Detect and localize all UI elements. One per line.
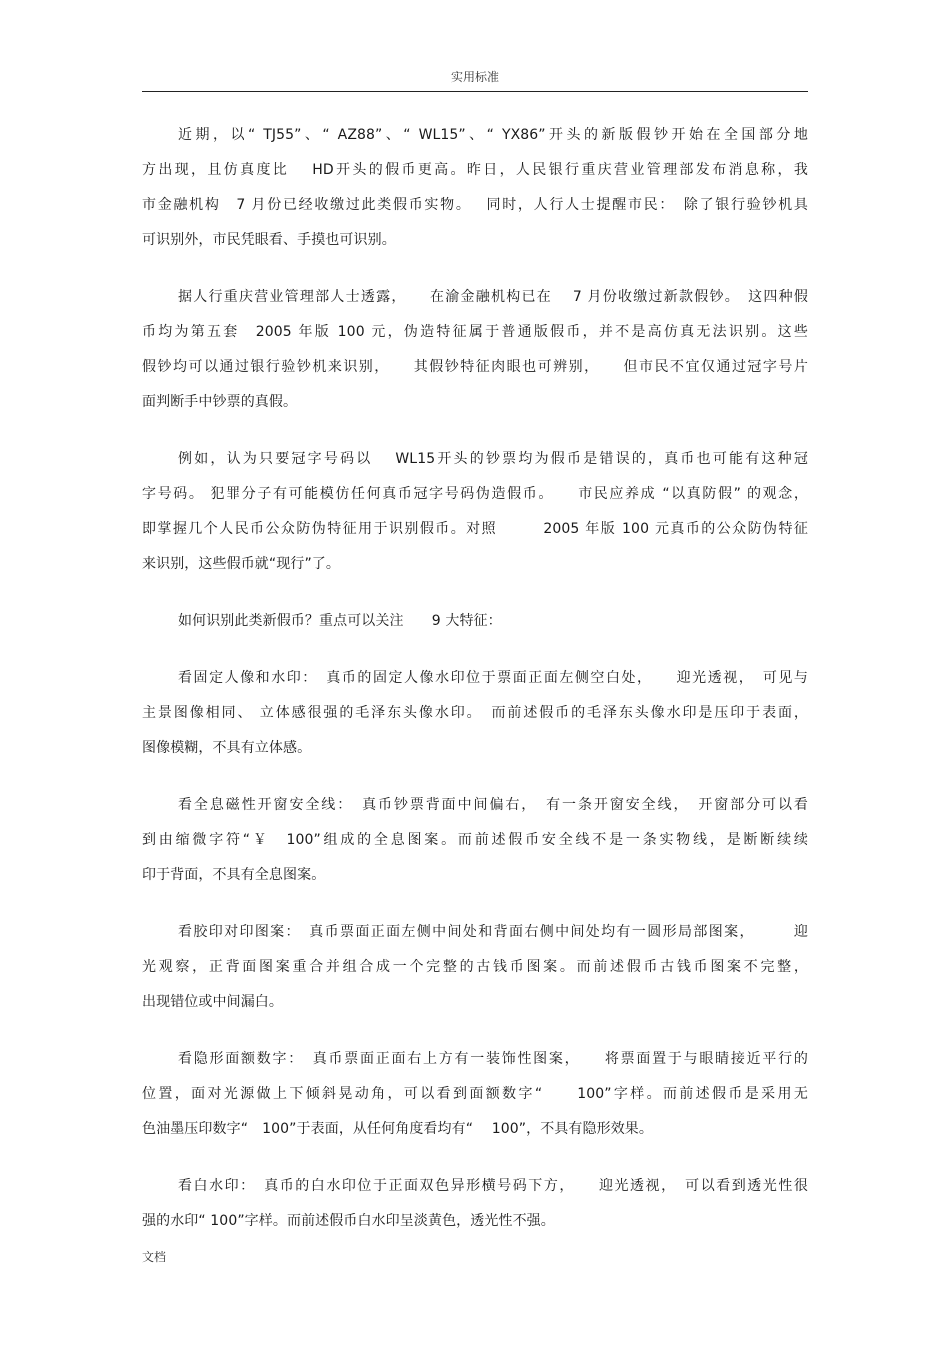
text-line: 光观察，正背面图案重合并组合成一个完整的古钱币图案。而前述假币古钱币图案不完整，	[142, 959, 808, 975]
text-line: 出现错位或中间漏白。	[142, 994, 283, 1010]
text-line: 到由缩微字符“￥ 100”组成的全息图案。而前述假币安全线不是一条实物线，是断断续续	[142, 832, 808, 848]
text-line: 印于背面，不具有全息图案。	[142, 867, 326, 883]
paragraph	[142, 1169, 808, 1239]
document-body	[142, 118, 808, 1261]
text-line: 强的水印“ 100”字样。而前述假币白水印呈淡黄色，透光性不强。	[142, 1213, 555, 1229]
paragraph	[142, 442, 808, 582]
paragraph	[142, 1042, 808, 1147]
text-line: 主景图像相同、 立体感很强的毛泽东头像水印。 而前述假币的毛泽东头像水印是压印于表面，	[142, 705, 808, 721]
text-line: 市金融机构 7 月份已经收缴过此类假币实物。 同时，人行人士提醒市民： 除了银行验钞机具	[142, 197, 808, 213]
text-line: 例如，认为只要冠字号码以 WL15开头的钞票均为假币是错误的，真币也可能有这种冠	[178, 451, 808, 467]
text-line: 看全息磁性开窗安全线： 真币钞票背面中间偏右， 有一条开窗安全线， 开窗部分可以看	[178, 797, 808, 813]
text-line: 即掌握几个人民币公众防伪特征用于识别假币。对照 2005 年版 100 元真币的公众防伪特征	[142, 521, 808, 537]
text-line: 来识别，这些假币就“现行”了。	[142, 556, 341, 572]
paragraph	[142, 604, 808, 639]
text-line: 字号码。 犯罪分子有可能模仿任何真币冠字号码伪造假币。 市民应养成 “以真防假” 的观念，	[142, 486, 808, 502]
text-line: 色油墨压印数字“ 100”于表面，从任何角度看均有“ 100”，不具有隐形效果。	[142, 1121, 654, 1137]
text-line: 位置，面对光源做上下倾斜晃动角，可以看到面额数字“ 100”字样。而前述假币是采用无	[142, 1086, 808, 1102]
page-footer: 文档	[142, 1250, 167, 1264]
text-line: 可识别外，市民凭眼看、手摸也可识别。	[142, 232, 396, 248]
text-line: 看固定人像和水印： 真币的固定人像水印位于票面正面左侧空白处， 迎光透视， 可见与	[178, 670, 808, 686]
text-line: 看胶印对印图案： 真币票面正面左侧中间处和背面右侧中间处均有一圆形局部图案， 迎	[178, 924, 808, 940]
paragraph	[142, 915, 808, 1020]
text-line: 如何识别此类新假币？重点可以关注 9 大特征：	[178, 613, 502, 629]
text-line: 面判断手中钞票的真假。	[142, 394, 298, 410]
paragraph	[142, 661, 808, 766]
text-line: 近期，以“ TJ55”、“ AZ88”、“ WL15”、“ YX86”开头的新版假钞开始在全国部分地	[178, 127, 808, 143]
text-line: 方出现，且仿真度比 HD开头的假币更高。昨日，人民银行重庆营业管理部发布消息称，我	[142, 162, 808, 178]
text-line: 币均为第五套 2005 年版 100 元，伪造特征属于普通版假币，并不是高仿真无法识别。这些	[142, 324, 808, 340]
text-line: 看白水印： 真币的白水印位于正面双色异形横号码下方， 迎光透视， 可以看到透光性很	[178, 1178, 808, 1194]
paragraph	[142, 788, 808, 893]
header-divider	[142, 91, 808, 92]
text-line: 假钞均可以通过银行验钞机来识别， 其假钞特征肉眼也可辨别， 但市民不宜仅通过冠字号片	[142, 359, 808, 375]
text-line: 看隐形面额数字： 真币票面正面右上方有一装饰性图案， 将票面置于与眼睛接近平行的	[178, 1051, 808, 1067]
page-header: 实用标准	[450, 70, 499, 84]
text-line: 据人行重庆营业管理部人士透露， 在渝金融机构已在 7 月份收缴过新款假钞。 这四种假	[178, 289, 808, 305]
paragraph	[142, 118, 808, 258]
text-line: 图像模糊，不具有立体感。	[142, 740, 312, 756]
paragraph	[142, 280, 808, 420]
